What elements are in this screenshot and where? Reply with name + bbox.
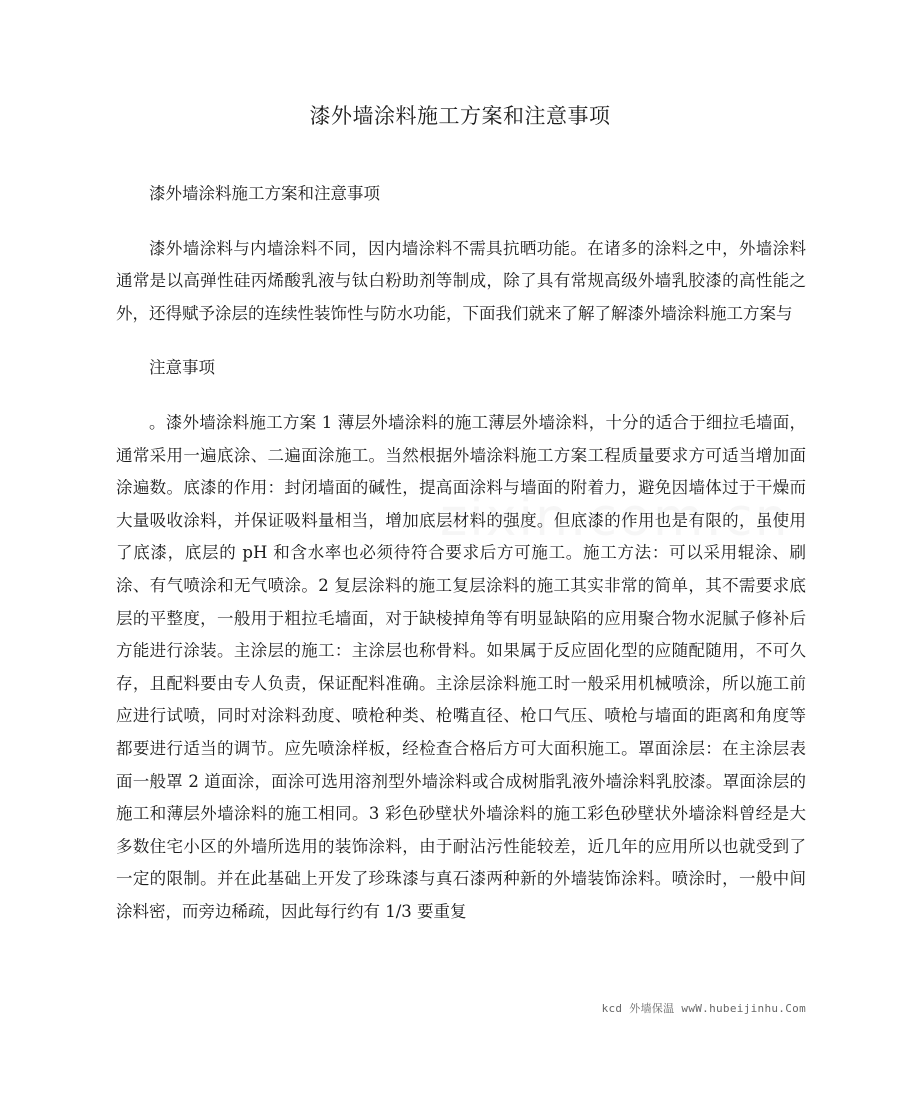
document-title: 漆外墙涂料施工方案和注意事项 [309, 104, 611, 128]
paragraph-subheading: 注意事项 [149, 358, 215, 378]
paragraph-intro: 漆外墙涂料与内墙涂料不同，因内墙涂料不需具抗晒功能。在诸多的涂料之中，外墙涂料通常是以高弹性硅丙烯酸乳液与钛白粉助剂等制成，除了具有常规高级外墙乳胶漆的高性能之外，还得赋予涂层的连续性装饰性与防水功能，下面我们就来了解了解漆外墙涂料施工方案与 [116, 238, 806, 323]
page-footer: kcd 外墙保温 wwW.hubeijinhu.Com [601, 1002, 806, 1015]
paragraph-main: 。漆外墙涂料施工方案 1 薄层外墙涂料的施工薄层外墙涂料，十分的适合于细拉毛墙面，通常采用一遍底涂、二遍面涂施工。当然根据外墙涂料施工方案工程质量要求方可适当增加面涂遍数。底漆的作用：封闭墙面的碱性，提高面涂料与墙面的附着力，避免因墙体过于干燥而大量吸收涂料，并保证吸料量相当，增加底层材料的强度。但底漆的作用也是有限的，虽使用了底漆，底层的 pH 和含水率也必须待符合要求后方可施工。施工方法：可以采用辊涂、刷涂、有气喷涂和无气喷涂。2 复层涂料的施工复层涂料的施工其实非常的简单，其不需要求底层的平整度，一般用于粗拉毛墙面，对于缺棱掉角等有明显缺陷的应用聚合物水泥腻子修补后方能进行涂装。主涂层的施工：主涂层也称骨料。如果属于反应固化型的应随配随用，不可久存，且配料要由专人负责，保证配料准确。主涂层涂料施工时一般采用机械喷涂，所以施工前应进行试喷，同时对涂料劲度、喷枪种类、枪嘴直径、枪口气压、喷枪与墙面的距离和角度等都要进行适当的调节。应先喷涂样板，经检查合格后方可大面积施工。罩面涂层：在主涂层表面一般罩 2 道面涂，面涂可选用溶剂型外墙涂料或合成树脂乳液外墙涂料乳胶漆。罩面涂层的施工和薄层外墙涂料的施工相同。3 彩色砂壁状外墙涂料的施工彩色砂壁状外墙涂料曾经是大多数住宅小区的外墙所选用的装饰涂料，由于耐沾污性能较差，近几年的应用所以也就受到了一定的限制。并在此基础上开发了珍珠漆与真石漆两种新的外墙装饰涂料。喷涂时，一般中间涂料密，而旁边稀疏，因此每行约有 1/3 要重复 [116, 412, 806, 921]
document-body [116, 178, 806, 928]
paragraph-heading: 漆外墙涂料施工方案和注意事项 [149, 184, 380, 203]
